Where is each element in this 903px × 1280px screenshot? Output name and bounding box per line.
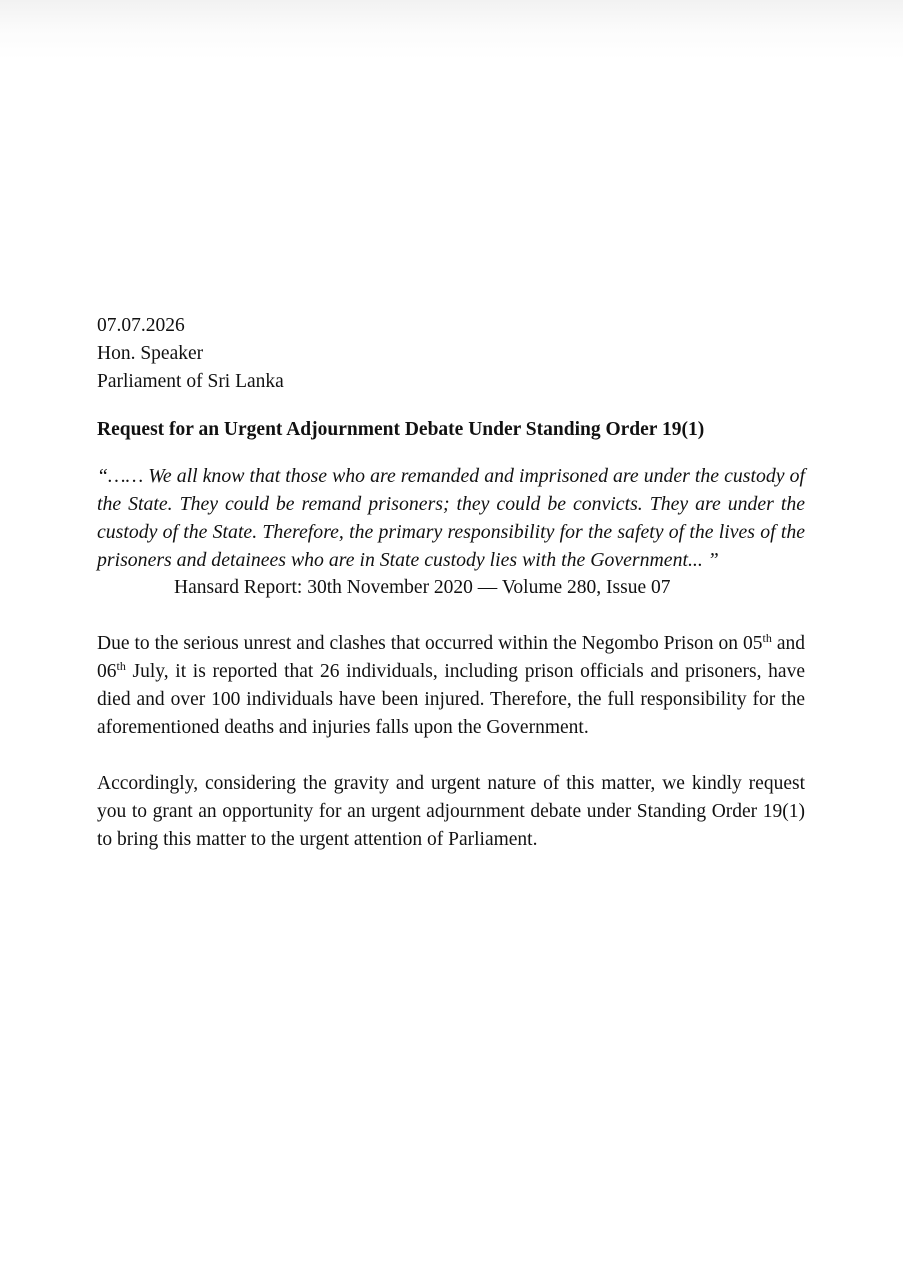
quote-citation: Hansard Report: 30th November 2020 — Volume 280, Issue 07 — [174, 577, 671, 598]
scan-shadow — [0, 0, 903, 60]
ordinal-suffix-2: th — [116, 659, 126, 673]
paragraph-incident-part3: July, it is reported that 26 individuals, including prison officials and prisoners, have died and over 100 individuals have been injured. Therefore, the full responsibility for the aforementioned deaths and injuries falls upon the Government. — [97, 661, 805, 738]
quote-block — [97, 462, 805, 574]
quote-text: “…… We all know that those who are remanded and imprisoned are under the custody of the State. They could be remand prisoners; they could be convicts. They are under the custody of the State. Therefore, the primary responsibility for the safety of the lives of the prisoners and detainees who are in State custody lies with the Government... ” — [97, 465, 805, 571]
recipient-institution: Parliament of Sri Lanka — [97, 371, 284, 392]
letter-date: 07.07.2026 — [97, 315, 185, 336]
paragraph-request: Accordingly, considering the gravity and urgent nature of this matter, we kindly request you to grant an opportunity for an urgent adjournment debate under Standing Order 19(1) to bring this matter to the urgent attention of Parliament. — [97, 773, 805, 850]
paragraph-incident — [97, 630, 805, 742]
letter-subject: Request for an Urgent Adjournment Debate Under Standing Order 19(1) — [97, 419, 705, 440]
address-block — [97, 312, 805, 396]
ordinal-suffix-1: th — [762, 631, 772, 645]
letter-body — [97, 312, 805, 874]
paragraph-incident-part1: Due to the serious unrest and clashes that occurred within the Negombo Prison on 05 — [97, 633, 763, 654]
recipient-title: Hon. Speaker — [97, 343, 204, 364]
paragraph-incident-part2: and 06 — [97, 633, 806, 682]
